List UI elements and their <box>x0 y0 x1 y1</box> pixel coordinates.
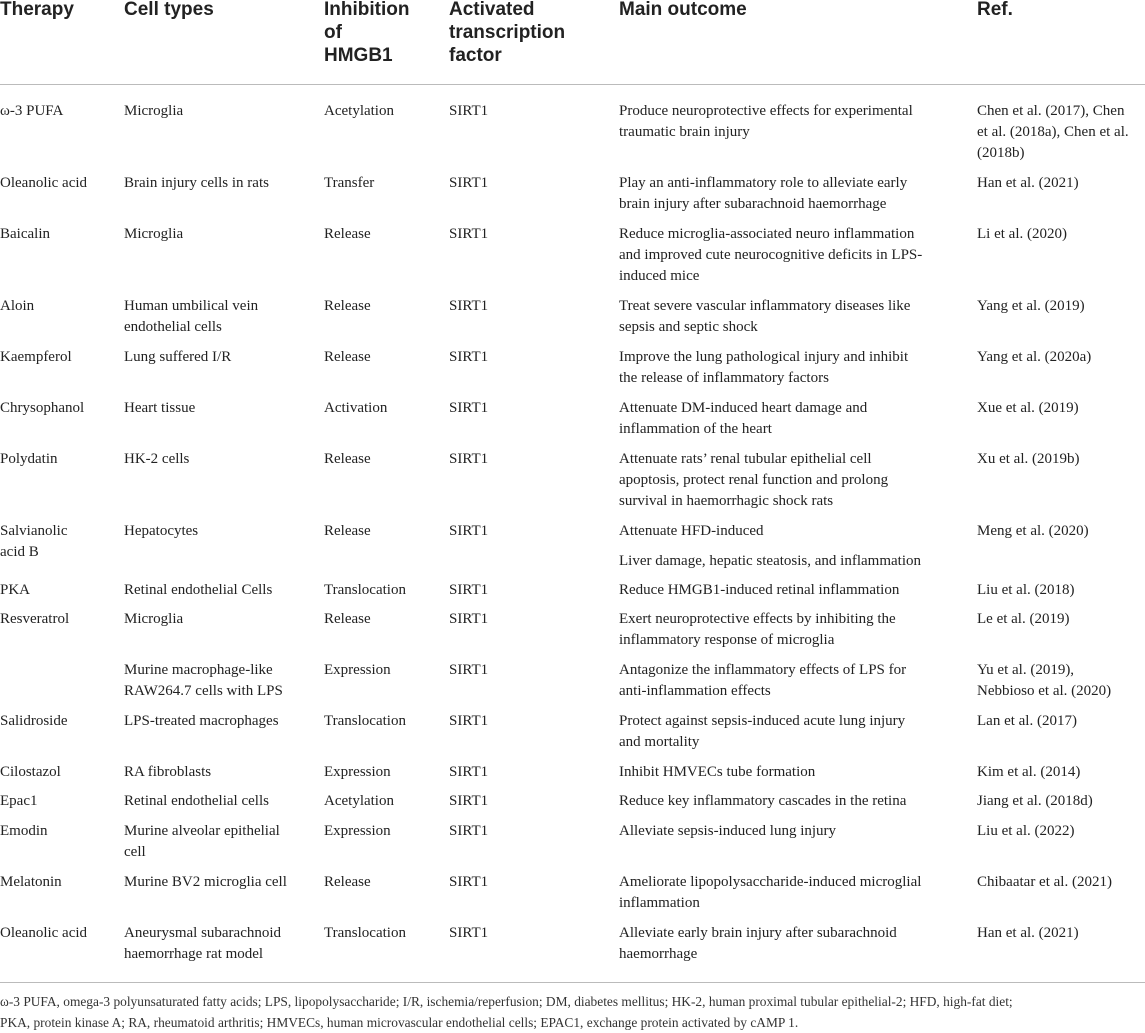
cell-types-cell <box>124 609 316 630</box>
cell-line: Le et al. (2019) <box>977 611 1070 627</box>
footnote-line: PKA, protein kinase A; RA, rheumatoid arthritis; HMVECs, human microvascular endothelial cells; EPAC1, exchange protein activated by cAMP 1. <box>0 1015 799 1030</box>
cell-types-cell <box>124 101 316 122</box>
cell-line: Translocation <box>324 713 406 729</box>
cell-line: SIRT1 <box>449 103 489 119</box>
cell-line: Salvianolic <box>0 523 68 539</box>
cell-line: Attenuate HFD-induced <box>619 523 764 539</box>
cell-line: Liu et al. (2018) <box>977 582 1075 598</box>
header-therapy <box>0 0 74 21</box>
cell-line: Release <box>324 451 371 467</box>
cell-line: SIRT1 <box>449 823 489 839</box>
header-ref <box>977 0 1013 21</box>
inhibition-cell <box>324 101 444 122</box>
cell-line: SIRT1 <box>449 793 489 809</box>
cell-line: Microglia <box>124 103 184 119</box>
cell-line: Retinal endothelial cells <box>124 793 269 809</box>
cell-line: traumatic brain injury <box>619 124 750 140</box>
inhibition-cell <box>324 711 444 732</box>
cell-line: Oleanolic acid <box>0 925 88 941</box>
cell-line: Release <box>324 349 371 365</box>
inhibition-cell <box>324 449 444 470</box>
cell-line: SIRT1 <box>449 175 489 191</box>
cell-line: Expression <box>324 823 391 839</box>
cell-types-cell <box>124 398 316 419</box>
therapy-cell <box>0 224 118 245</box>
cell-line: Emodin <box>0 823 48 839</box>
cell-line: Release <box>324 298 371 314</box>
cell-line: Aloin <box>0 298 35 314</box>
cell-line: Yang et al. (2020a) <box>977 349 1092 365</box>
cell-line: inflammation of the heart <box>619 421 772 437</box>
cell-line: Release <box>324 523 371 539</box>
outcome-cell <box>619 821 964 842</box>
cell-line: LPS-treated macrophages <box>124 713 279 729</box>
header-line: HMGB1 <box>324 45 393 66</box>
cell-line: Activation <box>324 400 388 416</box>
ref-cell <box>977 521 1145 542</box>
header-line: of <box>324 22 342 43</box>
table-row <box>0 382 1145 437</box>
factor-cell <box>449 821 614 842</box>
therapy-cell <box>0 296 118 317</box>
cell-line: endothelial cells <box>124 319 222 335</box>
cell-line: cell <box>124 844 146 860</box>
therapy-cell <box>0 711 118 732</box>
cell-line: Transfer <box>324 175 375 191</box>
cell-line: Kaempferol <box>0 349 72 365</box>
cell-line: acid B <box>0 544 39 560</box>
cell-line: Yang et al. (2019) <box>977 298 1085 314</box>
factor-cell <box>449 296 614 317</box>
outcome-cell <box>619 449 964 512</box>
cell-line: Li et al. (2020) <box>977 226 1067 242</box>
header-line: Main outcome <box>619 0 747 20</box>
table-row <box>0 564 1145 598</box>
cell-line: Heart tissue <box>124 400 196 416</box>
cell-line: Acetylation <box>324 793 394 809</box>
cell-line: SIRT1 <box>449 874 489 890</box>
cell-line: et al. (2018a), Chen et al. <box>977 124 1129 140</box>
cell-line: Treat severe vascular inflammatory diseases like <box>619 298 911 314</box>
cell-line: RA fibroblasts <box>124 764 212 780</box>
footnote-line: ω-3 PUFA, omega-3 polyunsaturated fatty acids; LPS, lipopolysaccharide; I/R, ischemia/reperfusion; DM, diabetes mellitus; HK-2, human proximal tubular epithelial-2; HFD, high-fat diet; <box>0 994 1013 1009</box>
cell-line: Produce neuroprotective effects for experimental <box>619 103 913 119</box>
cell-line: Cilostazol <box>0 764 61 780</box>
table-row <box>0 593 1145 648</box>
factor-cell <box>449 398 614 419</box>
therapy-cell <box>0 173 118 194</box>
ref-cell <box>977 449 1145 470</box>
outcome-cell <box>619 224 964 287</box>
cell-line: Human umbilical vein <box>124 298 259 314</box>
table-row <box>0 331 1145 386</box>
inhibition-cell <box>324 872 444 893</box>
cell-line: Brain injury cells in rats <box>124 175 269 191</box>
therapy-cell <box>0 347 118 368</box>
cell-types-cell <box>124 521 316 542</box>
cell-line: brain injury after subarachnoid haemorrhage <box>619 196 887 212</box>
cell-line: Retinal endothelial Cells <box>124 582 273 598</box>
cell-line: Attenuate rats’ renal tubular epithelial cell <box>619 451 872 467</box>
factor-cell <box>449 449 614 470</box>
factor-cell <box>449 660 614 681</box>
table-row <box>0 644 1145 699</box>
header-activated-factor <box>449 0 565 67</box>
factor-cell <box>449 521 614 542</box>
table-row <box>0 695 1145 750</box>
therapy-cell <box>0 923 118 944</box>
cell-line: Expression <box>324 764 391 780</box>
outcome-cell <box>619 923 964 965</box>
cell-line: Alleviate early brain injury after subarachnoid <box>619 925 897 941</box>
cell-line: haemorrhage rat model <box>124 946 264 962</box>
cell-line: Acetylation <box>324 103 394 119</box>
cell-line: Han et al. (2021) <box>977 925 1079 941</box>
table-row <box>0 280 1145 335</box>
cell-line: Reduce key inflammatory cascades in the retina <box>619 793 907 809</box>
cell-line: ω-3 PUFA <box>0 103 64 119</box>
cell-line: and improved cute neurocognitive deficits in LPS- <box>619 247 923 263</box>
inhibition-cell <box>324 347 444 368</box>
cell-line: Release <box>324 226 371 242</box>
cell-line: SIRT1 <box>449 713 489 729</box>
factor-cell <box>449 711 614 732</box>
inhibition-cell <box>324 224 444 245</box>
header-cell-types <box>124 0 214 21</box>
factor-cell <box>449 609 614 630</box>
cell-types-cell <box>124 872 316 893</box>
therapy-cell <box>0 398 118 419</box>
cell-line: Expression <box>324 662 391 678</box>
cell-line: SIRT1 <box>449 611 489 627</box>
factor-cell <box>449 101 614 122</box>
inhibition-cell <box>324 521 444 542</box>
cell-line: the release of inflammatory factors <box>619 370 829 386</box>
cell-line: Baicalin <box>0 226 50 242</box>
inhibition-cell <box>324 609 444 630</box>
header-line: transcription <box>449 22 566 43</box>
therapy-cell <box>0 449 118 470</box>
cell-line: Resveratrol <box>0 611 70 627</box>
cell-line: anti-inflammation effects <box>619 683 771 699</box>
ref-cell <box>977 224 1145 245</box>
cell-line: SIRT1 <box>449 662 489 678</box>
cell-line: HK-2 cells <box>124 451 190 467</box>
cell-line: SIRT1 <box>449 764 489 780</box>
cell-line: Nebbioso et al. (2020) <box>977 683 1112 699</box>
cell-line: Release <box>324 611 371 627</box>
therapy-cell <box>0 821 118 842</box>
cell-line: haemorrhage <box>619 946 698 962</box>
table-row <box>0 85 1145 161</box>
cell-line: apoptosis, protect renal function and prolong <box>619 472 889 488</box>
table-footnote <box>0 991 1145 1033</box>
cell-line: SIRT1 <box>449 523 489 539</box>
cell-line: Exert neuroprotective effects by inhibiting the <box>619 611 896 627</box>
cell-line: Reduce HMGB1-induced retinal inflammation <box>619 582 900 598</box>
cell-line: Translocation <box>324 582 406 598</box>
cell-line: Kim et al. (2014) <box>977 764 1081 780</box>
header-line: Therapy <box>0 0 74 20</box>
header-line: Cell types <box>124 0 214 20</box>
inhibition-cell <box>324 821 444 842</box>
cell-line: survival in haemorrhagic shock rats <box>619 493 834 509</box>
cell-line: Oleanolic acid <box>0 175 88 191</box>
header-line: Ref. <box>977 0 1013 20</box>
table-bottom-rule <box>0 982 1145 983</box>
header-line: Activated <box>449 0 535 20</box>
ref-cell <box>977 711 1145 732</box>
table-row <box>0 433 1145 509</box>
table-row <box>0 775 1145 809</box>
cell-line: (2018b) <box>977 145 1025 161</box>
cell-line: Improve the lung pathological injury and inhibit <box>619 349 909 365</box>
cell-line: SIRT1 <box>449 582 489 598</box>
ref-cell <box>977 609 1145 630</box>
header-main-outcome <box>619 0 747 21</box>
cell-line: Chrysophanol <box>0 400 85 416</box>
cell-types-cell <box>124 224 316 245</box>
inhibition-cell <box>324 398 444 419</box>
therapy-cell <box>0 521 118 563</box>
table-row <box>0 907 1145 962</box>
factor-cell <box>449 347 614 368</box>
therapy-cell <box>0 609 118 630</box>
cell-line: Ameliorate lipopolysaccharide-induced microglial <box>619 874 922 890</box>
factor-cell <box>449 872 614 893</box>
table-header <box>0 0 1145 85</box>
cell-line: Murine BV2 microglia cell <box>124 874 287 890</box>
ref-cell <box>977 398 1145 419</box>
header-line: factor <box>449 45 502 66</box>
cell-types-cell <box>124 923 316 965</box>
cell-line: Hepatocytes <box>124 523 199 539</box>
cell-line: sepsis and septic shock <box>619 319 758 335</box>
cell-line: Release <box>324 874 371 890</box>
cell-line: Salidroside <box>0 713 68 729</box>
cell-types-cell <box>124 449 316 470</box>
cell-line: Chibaatar et al. (2021) <box>977 874 1112 890</box>
cell-line: inflammation <box>619 895 700 911</box>
cell-types-cell <box>124 173 316 194</box>
cell-line: Yu et al. (2019), <box>977 662 1075 678</box>
cell-line: Lan et al. (2017) <box>977 713 1077 729</box>
table-body <box>0 85 1145 962</box>
ref-cell <box>977 296 1145 317</box>
header-line: Inhibition <box>324 0 410 20</box>
cell-line: Epac1 <box>0 793 38 809</box>
therapy-cell <box>0 872 118 893</box>
ref-cell <box>977 173 1145 194</box>
therapy-cell <box>0 101 118 122</box>
table-row <box>0 805 1145 860</box>
header-inhibition <box>324 0 409 67</box>
cell-line: Xu et al. (2019b) <box>977 451 1080 467</box>
cell-line: Reduce microglia-associated neuro inflammation <box>619 226 915 242</box>
cell-line: Protect against sepsis-induced acute lung injury <box>619 713 906 729</box>
cell-types-cell <box>124 347 316 368</box>
outcome-cell <box>619 101 964 143</box>
cell-line: Han et al. (2021) <box>977 175 1079 191</box>
cell-line: Alleviate sepsis-induced lung injury <box>619 823 837 839</box>
cell-line: Jiang et al. (2018d) <box>977 793 1093 809</box>
table-row <box>0 856 1145 911</box>
table-row <box>0 157 1145 212</box>
factor-cell <box>449 224 614 245</box>
cell-line: Lung suffered I/R <box>124 349 232 365</box>
cell-line: Polydatin <box>0 451 58 467</box>
cell-line: SIRT1 <box>449 925 489 941</box>
cell-line: Translocation <box>324 925 406 941</box>
cell-line: Inhibit HMVECs tube formation <box>619 764 816 780</box>
ref-cell <box>977 821 1145 842</box>
cell-line: SIRT1 <box>449 226 489 242</box>
cell-line: PKA <box>0 582 31 598</box>
table-row <box>0 208 1145 284</box>
cell-line: inflammatory response of microglia <box>619 632 835 648</box>
cell-line: Liver damage, hepatic steatosis, and inflammation <box>619 553 921 569</box>
cell-line: SIRT1 <box>449 400 489 416</box>
cell-line: Play an anti-inflammatory role to alleviate early <box>619 175 908 191</box>
table-row <box>0 746 1145 780</box>
cell-line: Meng et al. (2020) <box>977 523 1089 539</box>
cell-line: SIRT1 <box>449 451 489 467</box>
inhibition-cell <box>324 296 444 317</box>
ref-cell <box>977 923 1145 944</box>
cell-line: Aneurysmal subarachnoid <box>124 925 282 941</box>
cell-line: Murine macrophage-like <box>124 662 273 678</box>
cell-line: Microglia <box>124 611 184 627</box>
inhibition-cell <box>324 173 444 194</box>
inhibition-cell <box>324 923 444 944</box>
cell-line: Antagonize the inflammatory effects of LPS for <box>619 662 907 678</box>
cell-line: and mortality <box>619 734 700 750</box>
inhibition-cell <box>324 660 444 681</box>
cell-line: Chen et al. (2017), Chen <box>977 103 1125 119</box>
cell-line: Murine alveolar epithelial <box>124 823 280 839</box>
ref-cell <box>977 347 1145 368</box>
cell-line: Melatonin <box>0 874 62 890</box>
cell-line: induced mice <box>619 268 700 284</box>
cell-line: Microglia <box>124 226 184 242</box>
table-row <box>0 505 1145 569</box>
cell-line: Liu et al. (2022) <box>977 823 1075 839</box>
cell-line: Attenuate DM-induced heart damage and <box>619 400 868 416</box>
factor-cell <box>449 923 614 944</box>
cell-line: SIRT1 <box>449 298 489 314</box>
ref-cell <box>977 101 1145 164</box>
cell-line: RAW264.7 cells with LPS <box>124 683 283 699</box>
ref-cell <box>977 872 1145 893</box>
factor-cell <box>449 173 614 194</box>
cell-line: Xue et al. (2019) <box>977 400 1079 416</box>
cell-types-cell <box>124 711 316 732</box>
cell-line: SIRT1 <box>449 349 489 365</box>
